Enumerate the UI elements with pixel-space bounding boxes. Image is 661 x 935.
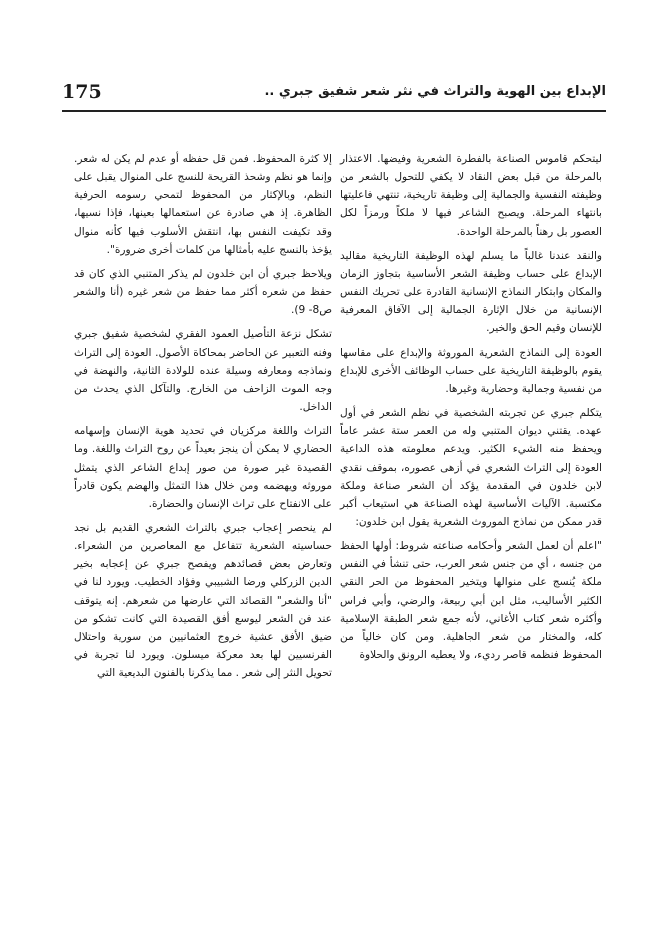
- paragraph: تشكل نزعة التأصيل العمود الفقري لشخصية شفيق جبري وفنه التعبير عن الحاضر بمحاكاة الأصول. العودة إلى التراث ونماذجه ومعارفه وسيلة عنده للولادة الثانية، والنهضة في وجه الموت الزاحف من الخارج. والتآكل الذي يحدث من الداخل.: [74, 328, 332, 414]
- paragraph: العودة إلى النماذج الشعرية الموروثة والإبداع على مقاسها يقوم بالوظيفة التاريخية على حساب الوظائف الأخرى للإبداع من نفسية وجمالية وحضارية وغيرها.: [340, 346, 602, 395]
- quote-paragraph: "اعلم أن لعمل الشعر وأحكامه صناعته شروط: أولها الحفظ من جنسه ، أي من جنس شعر العرب، حتى تنشأ في النفس ملكة يُنسج على منوالها ويتخير المحفوظ من الحر النقي الكثير الأساليب، مثل ابن أبي ربيعة، والرضي، وأبي فراس وأكثره شعر كتاب الأغاني، لأنه جمع شعر الطبقة الإسلامية كله، والمختار من شعر الجاهلية. ومن كان خالياً من المحفوظ فنظمه قاصر رديء، ولا يعطيه الرونق والحلاوة: [340, 540, 602, 662]
- right-column: [340, 150, 602, 666]
- paragraph: إلا كثرة المحفوظ. فمن قل حفظه أو عدم لم يكن له شعر. وإنما هو نظم وشحذ القريحة للنسج على المنوال يقبل على النظم، وبالإكثار من المحفوظ لتمحي رسومه الحرفية الظاهرة. إذ هي صادرة عن استعمالها بعينها، فإذا نسيها، وقد تكيفت النفس بها، انتقش الأسلوب فيها كأنه منوال يؤخذ بالنسج عليه بأمثالها من كلمات أخرى ضرورة".: [74, 153, 332, 256]
- paragraph: ويلاحظ جبري أن ابن خلدون لم يذكر المتنبي الذي كان قد حفظ من شعره أكثر مما حفظ من شعر غيره (أنا والشعر ص8- 9).: [74, 267, 332, 317]
- paragraph: والنقد عندنا غالباً ما يسلم لهذه الوظيفة التاريخية مقاليد الإبداع على حساب وظيفة الشعر الأساسية بتجاوز الزمان والمكان وابتكار النماذج الإنسانية القادرة على تحريك النفس الإنسانية من خلال الإثارة الجمالية إلى الآفاق المعرفية للإنسان وقيم الحق والخير.: [340, 249, 602, 335]
- page-header: [62, 80, 606, 106]
- running-title: الإبداع بين الهوية والتراث في نثر شعر شفيق جبري ..: [264, 84, 606, 99]
- paragraph: التراث واللغة مركزيان في تحديد هوية الإنسان وإسهامه الحضاري لا يمكن أن ينجز بعيداً عن روح التراث واللغة. وما القصيدة غير صورة من صور إبداع الشاعر الذي يتمثل موروثه ويهضمه ومن خلال هذا التمثل والهضم يكون قادراً على الانفتاح على تراث الإنسان والحضارة.: [74, 425, 332, 510]
- paragraph: يتكلم جبري عن تجربته الشخصية في نظم الشعر في أول عهده. يقتني ديوان المتنبي وله من العمر ستة عشر عاماً ويحفظ منه الشيء الكثير. ويدعم معلومته هذه الداعية العودة إلى التراث الشعري في أزهى عصوره، بموقف نقدي لابن خلدون في المقدمة يؤكد أن الشعر صناعة وملكة مكتسبة. الآليات الأساسية لهذه الصناعة هي استيعاب أكبر قدر ممكن من نماذج الموروث الشعرية يقول ابن خلدون:: [340, 407, 602, 528]
- header-rule: [62, 110, 606, 112]
- paragraph: لم ينحصر إعجاب جبري بالتراث الشعري القديم بل نجد حساسيته الشعرية تتفاعل مع المعاصرين من الشعراء. وتعارض بعض قصائدهم ويفصح جبري عن إعجابه بخير الدين الزركلي ورضا الشبيبي وفؤاد الخطيب. ويورد لنا في "أنا والشعر" القصائد التي عارضها من شعرهم. إنه يتوقف عند فن الشعر ليوسع أفق القصيدة التي كانت تشكو من ضيق الأفق عشية خروج العثمانيين من سورية واحتلال الفرنسيين لها بعد معركة ميسلون. ويورد لنا تجربة في تحويل النثر إلى شعر . مما يذكرنا بالفنون البديعية التي: [74, 521, 332, 680]
- left-column: [74, 150, 332, 684]
- page-number: 175: [62, 81, 102, 103]
- paragraph: ليتحكم قاموس الصناعة بالفطرة الشعرية وفيضها. الاعتذار بالمرحلة من قبل بعض النقاد لا يكفي للتحول بالشعر من وظيفته النفسية والجمالية إلى وظيفة تاريخية، تنتهي فاعليتها بانتهاء المرحلة. ويصبح الشاعر فيها لا ملكاً ورمزاً لكل العصور بل رهناً بالمرحلة الواحدة.: [340, 153, 602, 238]
